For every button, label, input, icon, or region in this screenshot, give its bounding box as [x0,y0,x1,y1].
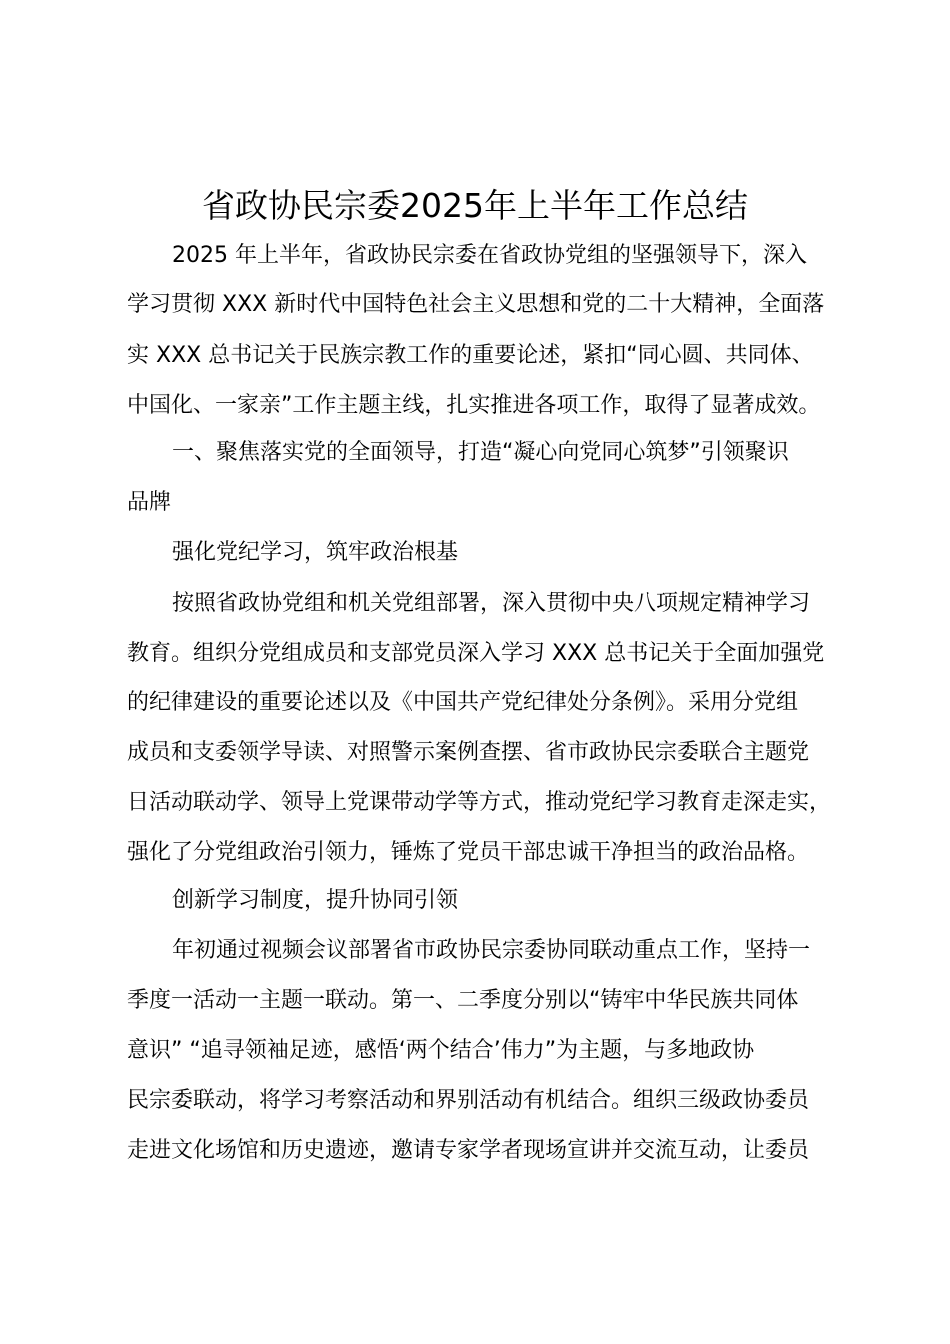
paragraph-3-line: 季度一活动一主题一联动。第一、二季度分别以“铸牢中华民族共同体 [127,988,799,1013]
paragraph-3-line: 意识” “追寻领袖足迹，感悟‘两个结合’伟力”为主题，与多地政协 [127,1038,755,1063]
paragraph-2-line: 强化了分党组政治引领力，锤炼了党员干部忠诚干净担当的政治品格。 [127,840,810,865]
paragraph-1-line: 实 XXX 总书记关于民族宗教工作的重要论述，紧扣“同心圆、共同体、 [127,343,814,368]
paragraph-2-line: 的纪律建设的重要论述以及《中国共产党纪律处分条例》。采用分党组 [127,690,799,715]
paragraph-1-line: 中国化、一家亲”工作主题主线，扎实推进各项工作，取得了显著成效。 [127,393,821,418]
paragraph-2-line: 成员和支委领学导读、对照警示案例查摆、省市政协民宗委联合主题党 [127,740,810,765]
paragraph-1-line: 2025 年上半年，省政协民宗委在省政协党组的坚强领导下，深入 [172,243,807,268]
paragraph-3-line: 走进文化场馆和历史遗迹，邀请专家学者现场宣讲并交流互动，让委员 [127,1138,810,1163]
subheading: 创新学习制度，提升协同引领 [172,888,459,913]
section-heading-line: 品牌 [127,490,172,515]
section-heading-line: 一、聚焦落实党的全面领导，打造“凝心向党同心筑梦”引领聚识 [172,440,789,465]
paragraph-2-line: 日活动联动学、领导上党课带动学等方式，推动党纪学习教育走深走实， [127,790,832,815]
subheading: 强化党纪学习，筑牢政治根基 [172,540,459,565]
paragraph-3-line: 民宗委联动，将学习考察活动和界别活动有机结合。组织三级政协委员 [127,1088,810,1113]
paragraph-2-line: 教育。组织分党组成员和支部党员深入学习 XXX 总书记关于全面加强党 [127,641,825,666]
paragraph-2-line: 按照省政协党组和机关党组部署，深入贯彻中央八项规定精神学习 [172,591,811,616]
document-title: 省政协民宗委2025年上半年工作总结 [202,186,748,225]
paragraph-1-line: 学习贯彻 XXX 新时代中国特色社会主义思想和党的二十大精神，全面落 [127,292,825,317]
paragraph-3-line: 年初通过视频会议部署省市政协民宗委协同联动重点工作，坚持一 [172,938,811,963]
